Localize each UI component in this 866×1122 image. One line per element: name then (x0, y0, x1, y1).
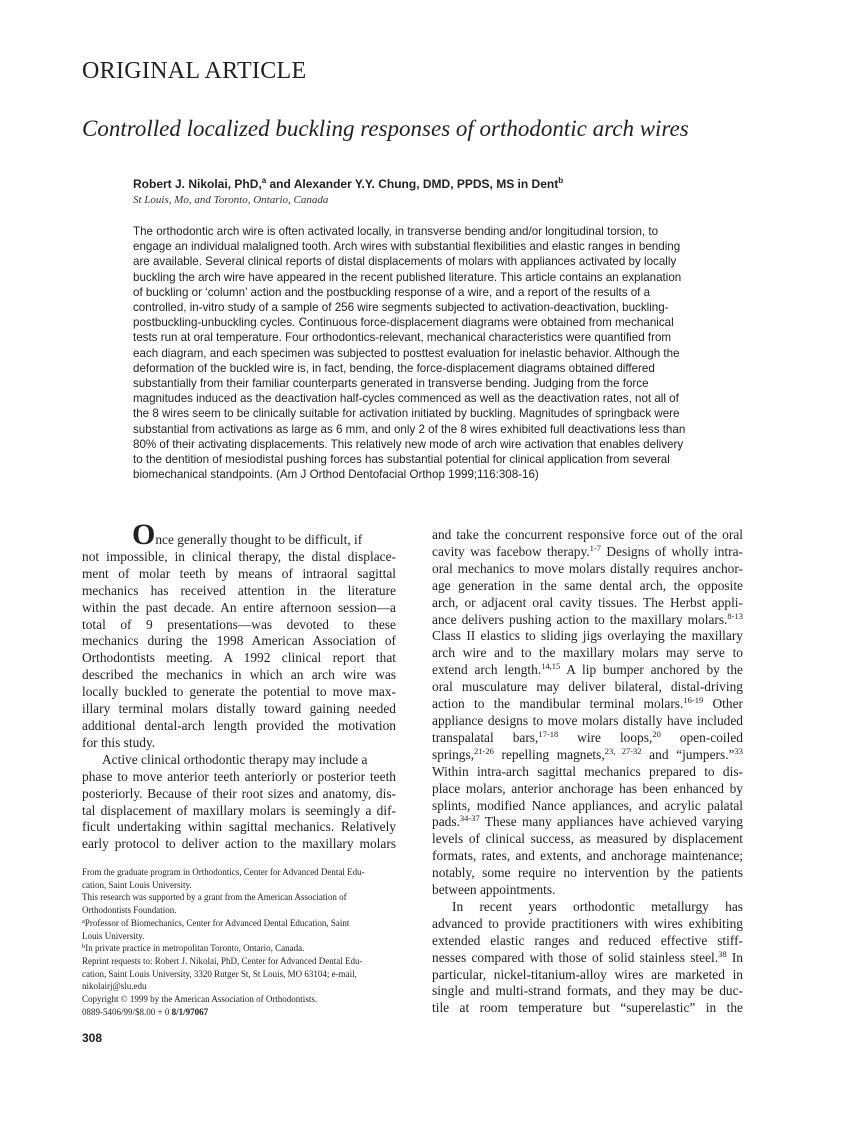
body-line: and take the concurrent responsive force out of the oral (432, 527, 743, 542)
footnote-line: $^a$Professor of Biomechanics, Center for Advanced Dental Education, Saint (82, 917, 350, 928)
footnote-line: Copyright © 1999 by the American Association of Orthodontists. (82, 994, 318, 1005)
body-line: levels of clinical success, as measured by displacement (432, 831, 743, 847)
body-line: mechanics during the 1998 American Association of (82, 633, 396, 649)
body-line: arch, or adjacent oral cavity tissues. The Herbst appli- (432, 594, 743, 610)
citation: 8-13 (727, 610, 743, 621)
paragraph (82, 769, 396, 854)
citation: 1-7 (589, 542, 601, 553)
author-2-affiliation-mark: b (558, 176, 564, 185)
author-1: Robert J. Nikolai, PhD, (133, 177, 262, 191)
body-line: nesses compared with those of solid stainless steel.$^{38}$ In (432, 948, 743, 965)
body-line: Active clinical orthodontic therapy may include a (102, 751, 368, 767)
body-line: formats, rates, and extents, and anchorage maintenance; (432, 848, 743, 864)
page-number: 308 (82, 1031, 103, 1045)
body-line: total of 9 presentations—was devoted to these (82, 616, 396, 632)
author-conjunction: and (266, 177, 294, 191)
body-line: posteriorly. Because of their root sizes and anatomy, dis- (82, 785, 396, 801)
body-line: place molars, anterior anchorage has been enhanced by (432, 780, 743, 796)
abstract-line: The orthodontic arch wire is often activated locally, in transverse bending and/or longitudinal torsion, to (133, 225, 659, 238)
body-line: springs,$^{21-26}$ repelling magnets,$^{23, 27-32}$ and “jumpers.”$^{33}$ (432, 745, 744, 762)
body-line: ment of molar teeth by means of intraoral sagittal (82, 565, 396, 581)
body-line: advanced to provide practitioners with wires exhibiting (432, 915, 743, 931)
abstract-line: substantial from activations as large as 6 mm, and only 2 of the 8 wires exhibited full deactivations less than (133, 422, 686, 436)
citation: 16-19 (683, 695, 704, 706)
body-line: mechanics has received attention in the literature (82, 582, 396, 598)
citation: 33 (734, 745, 744, 756)
footnote-line: cation, Saint Louis University. (82, 879, 192, 890)
abstract-line: tests run at oral temperature. Four orthodontics-relevant, mechanical characteristics were quantified from (133, 331, 672, 345)
footnote-line: This research was supported by a grant from the American Association of (82, 892, 347, 903)
body-line: not impossible, in clinical therapy, the distal displace- (82, 548, 396, 564)
abstract (133, 224, 745, 482)
drop-cap: O (132, 518, 156, 551)
author-1-affiliation-mark: a (261, 176, 267, 185)
body-line: described the mechanics in which an arch wire was (82, 667, 396, 683)
abstract-line: magnitudes induced as the deactivation half-cycles commenced as well as the deactivation rates, not all of (133, 392, 679, 406)
body-line: oral musculature may deliver bilateral, distal-driving (432, 679, 743, 695)
body-line: Orthodontists meeting. A 1992 clinical report that (82, 650, 396, 666)
abstract-line: are available. Several clinical reports of distal displacements of molars with appliances activated by locally (133, 255, 677, 269)
abstract-line: each diagram, and each specimen was subjected to posttest evaluation for inelastic behavior. Although the (133, 346, 680, 360)
citation: 34-37 (459, 813, 480, 824)
body-line: oral mechanics to move molars distally requires anchor- (432, 560, 743, 576)
abstract-line: substantially from their familiar counterparts generated in transverse bending. Judging from the force (133, 377, 649, 391)
abstract-line: controlled, in-vitro study of a sample of 256 wire segments subjected to activation-deactivation, buckling- (133, 301, 669, 315)
citation: 23, 27-32 (604, 745, 642, 756)
citation: 38 (718, 948, 727, 959)
body-line: age generation in the same dental arch, the opposite (432, 577, 743, 593)
citation: 17-18 (538, 728, 559, 739)
footnote-line: 0889-5406/99/$8.00 + 0 8/1/97067 (82, 1006, 209, 1017)
body-line: Within intra-arch sagittal mechanics prepared to dis- (432, 763, 743, 779)
author-affiliation: St Louis, Mo, and Toronto, Ontario, Canada (133, 194, 329, 206)
footnote-line: From the graduate program in Orthodontics, Center for Advanced Dental Edu- (82, 867, 365, 877)
body-line: In recent years orthodontic metallurgy has (452, 898, 743, 914)
body-line: splints, modified Nance appliances, and acrylic palatal (432, 797, 743, 813)
body-line: action to the mandibular terminal molars.$^{16-19}$ Other (432, 695, 743, 712)
body-line: additional dental-arch length provided the motivation (82, 717, 396, 733)
body-line: tile at room temperature but “superelastic” in the (432, 1000, 743, 1016)
body-line: between appointments. (432, 882, 556, 898)
body-line: within the past decade. An entire afternoon session—a (82, 599, 396, 615)
body-column-left (82, 518, 396, 853)
footnote-line: Reprint requests to: Robert J. Nikolai, PhD, Center for Advanced Dental Edu- (82, 955, 363, 966)
abstract-line: 80% of their activating displacements. This relatively new mode of arch wire activation that enables delivery (133, 437, 684, 451)
footnote-line: $^b$In private practice in metropolitan Toronto, Ontario, Canada. (82, 943, 305, 954)
author-line (133, 176, 563, 191)
abstract-line: the 8 wires seem to be clinically suitable for activation initiated by buckling. Magnitudes of springback were (133, 407, 680, 421)
abstract-line: postbuckling-unbuckling cycles. Continuous force-displacement diagrams were obtained from mechanical (133, 316, 674, 330)
author-2: Alexander Y.Y. Chung, DMD, PPDS, MS in Dent (293, 177, 559, 191)
body-line: single and multi-strand formats, and they may be duc- (432, 983, 743, 999)
body-line: illary terminal molars distally toward gaining needed (82, 701, 396, 717)
section-heading: ORIGINAL ARTICLE (82, 58, 307, 84)
body-line: Once generally thought to be difficult, if (132, 518, 363, 551)
body-line: ance delivers pushing action to the maxillary molars.$^{8-13}$ (432, 610, 743, 627)
paragraph (82, 549, 396, 735)
abstract-line: of buckling or ‘column’ action and the postbuckling response of a wire, and a report of the results of a (133, 285, 651, 299)
body-line: Class II elastics to sliding jigs overlaying the maxillary (432, 628, 743, 644)
body-line: arch wire and to the maxillary molars may serve to (432, 645, 743, 661)
body-line: extend arch length.$^{14,15}$ A lip bumper anchored by the (432, 661, 744, 678)
footnote-line: Orthodontists Foundation. (82, 905, 177, 916)
footnote-line: cation, Saint Louis University, 3320 Rutger St, St Louis, MO 63104; e-mail, (82, 968, 357, 979)
body-column-right (432, 527, 743, 1017)
body-line: tal displacement of maxillary molars is seemingly a dif- (82, 802, 396, 818)
citation: 14,15 (541, 661, 561, 672)
body-line: extended elastic ranges and reduced effective stiff- (432, 932, 743, 948)
footnotes (82, 866, 396, 1018)
abstract-line: deformation of the buckled wire is, in fact, bending, the force-displacement diagrams obtained differed (133, 361, 655, 375)
body-line: notably, some require no intervention by the patients (432, 865, 743, 881)
body-line: early protocol to deliver action to the maxillary molars (82, 836, 396, 852)
abstract-line: buckling the arch wire have appeared in the recent published literature. This article contains an explanation (133, 270, 682, 284)
article-title: Controlled localized buckling responses of orthodontic arch wires (82, 116, 689, 141)
body-line: pads.$^{34-37}$ These many appliances have achieved varying (432, 813, 743, 830)
citation: 21-26 (474, 745, 494, 756)
body-line: cavity was facebow therapy.$^{1-7}$ Designs of wholly intra- (432, 542, 743, 559)
abstract-line: biomechanical standpoints. (Am J Orthod Dentofacial Orthop 1999;116:308-16) (133, 468, 539, 482)
body-line: for this study. (82, 734, 156, 750)
body-line: transpalatal bars,$^{17-18}$ wire loops,$^{20}$ open-coiled (432, 728, 743, 745)
footnote-line: nikolairj@slu.edu (82, 981, 147, 992)
body-line: ficult undertaking within sagittal mechanics. Relatively (82, 819, 396, 835)
body-line: particular, nickel-titanium-alloy wires are marketed in (432, 966, 743, 982)
abstract-line: engage an individual malaligned tooth. Arch wires with substantial flexibilities and elastic ranges in bending (133, 240, 681, 254)
abstract-line: to the dentition of mesiodistal pushing forces has substantial potential for clinical application from several (133, 453, 670, 467)
footnote-line: Louis University. (82, 930, 145, 941)
body-line: appliance designs to move molars distally have included (432, 712, 743, 728)
body-line: phase to move anterior teeth anteriorly or posterior teeth (82, 768, 396, 784)
citation: 20 (652, 728, 661, 739)
body-line: locally buckled to generate the potential to move max- (82, 684, 396, 700)
